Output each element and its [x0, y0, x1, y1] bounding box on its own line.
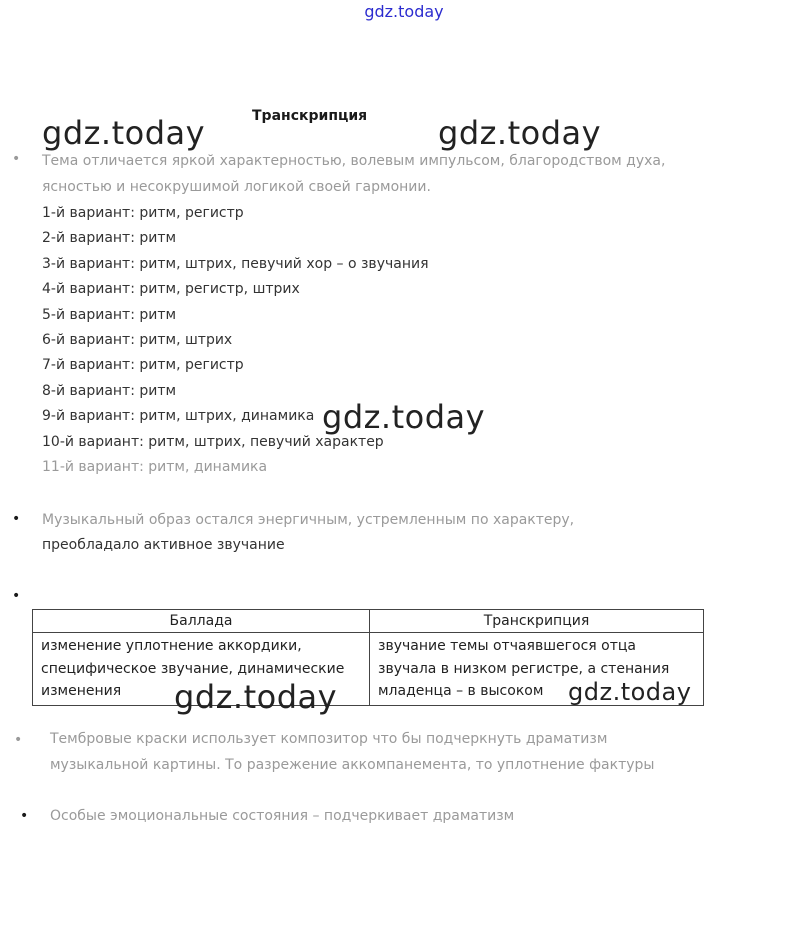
watermark: gdz.today — [322, 398, 486, 436]
paragraph2-line2: преобладало активное звучание — [42, 537, 285, 553]
table-header-ballad: Баллада — [33, 610, 370, 633]
watermark: gdz.today — [438, 114, 602, 152]
variant-item: 2-й вариант: ритм — [42, 230, 177, 247]
site-header-link[interactable]: gdz.today — [364, 2, 444, 21]
variant-item: 6-й вариант: ритм, штрих — [42, 331, 233, 348]
watermark: gdz.today — [42, 114, 206, 152]
variant-item: 8-й вариант: ритм — [42, 382, 177, 399]
table-cell-right: звучание темы отчаявшегося отца звучала в низком регистре, а стенания младенца – в высоком — [370, 633, 704, 706]
bullet-1: • — [12, 151, 21, 167]
bullet-5: • — [20, 808, 29, 824]
variant-item: 10-й вариант: ритм, штрих, певучий характер — [42, 433, 384, 450]
variants-list — [42, 201, 429, 480]
watermark: gdz.today — [568, 678, 692, 706]
paragraph3-line2: музыкальной картины. То разрежение аккомпанемента, то уплотнение фактуры — [50, 757, 655, 773]
variant-item: 11-й вариант: ритм, динамика — [42, 458, 268, 475]
paragraph3-line1: Тембровые краски использует композитор что бы подчеркнуть драматизм — [50, 731, 608, 747]
bullet-3: • — [12, 588, 21, 604]
variant-item: 3-й вариант: ритм, штрих, певучий хор – о звучания — [42, 255, 429, 272]
table-header-transcription: Транскрипция — [370, 610, 704, 633]
watermark: gdz.today — [174, 678, 338, 716]
variant-item: 5-й вариант: ритм — [42, 306, 177, 323]
paragraph1-line2: ясностью и несокрушимой логикой своей гармонии. — [42, 179, 431, 195]
variant-item: 4-й вариант: ритм, регистр, штрих — [42, 281, 300, 298]
variant-item: 9-й вариант: ритм, штрих, динамика — [42, 408, 315, 425]
bullet-2: • — [12, 511, 21, 527]
page-title: Транскрипция — [252, 108, 368, 124]
bullet-4: • — [14, 732, 23, 748]
paragraph2-line1: Музыкальный образ остался энергичным, устремленным по характеру, — [42, 512, 575, 528]
paragraph4: Особые эмоциональные состояния – подчеркивает драматизм — [50, 808, 515, 824]
variant-item: 1-й вариант: ритм, регистр — [42, 205, 244, 221]
table-cell-left: изменение уплотнение аккордики, специфическое звучание, динамические изменения — [33, 633, 370, 706]
variant-item: 7-й вариант: ритм, регистр — [42, 357, 244, 374]
paragraph1-line1: Тема отличается яркой характерностью, волевым импульсом, благородством духа, — [42, 153, 666, 169]
